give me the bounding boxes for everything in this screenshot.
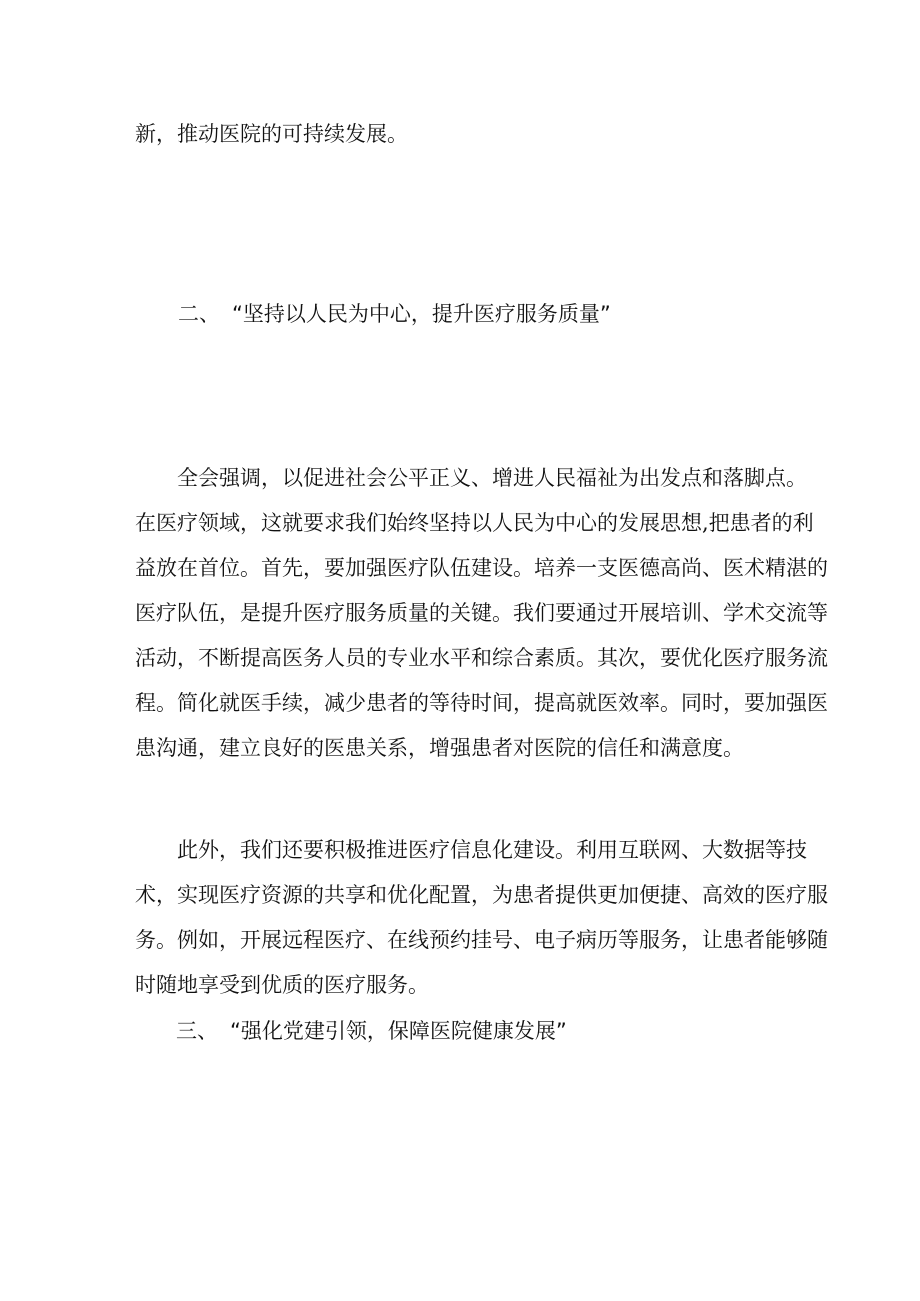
section-number: 三、	[176, 1019, 218, 1043]
paragraph-2-line: 术，实现医疗资源的共享和优化配置，为患者提供更加便捷、高效的医疗服	[135, 883, 828, 907]
paragraph-1-line: 患沟通，建立良好的医患关系，增强患者对医院的信任和满意度。	[135, 736, 744, 760]
paragraph-1-line: 程。简化就医手续，减少患者的等待时间，提高就医效率。同时，要加强医	[135, 691, 828, 715]
paragraph-2-line: 此外，我们还要积极推进医疗信息化建设。利用互联网、大数据等技	[177, 838, 807, 862]
section-number: 二、	[178, 302, 220, 326]
paragraph-1-line: 在医疗领域，这就要求我们始终坚持以人民为中心的发展思想,把患者的利	[135, 511, 814, 535]
section-title: “坚持以人民为中心，提升医疗服务质量”	[232, 302, 611, 326]
section-heading-2	[178, 299, 611, 329]
paragraph-1-line: 益放在首位。首先，要加强医疗队伍建设。培养一支医德高尚、医术精湛的	[135, 556, 828, 580]
paragraph-1-line: 医疗队伍，是提升医疗服务质量的关键。我们要通过开展培训、学术交流等	[135, 601, 828, 625]
continuation-text: 新，推动医院的可持续发展。	[135, 122, 408, 146]
section-title: “强化党建引领，保障医院健康发展”	[230, 1019, 567, 1043]
paragraph-2-line: 务。例如，开展远程医疗、在线预约挂号、电子病历等服务，让患者能够随	[135, 928, 828, 952]
paragraph-1-line: 活动，不断提高医务人员的专业水平和综合素质。其次，要优化医疗服务流	[135, 646, 828, 670]
paragraph-1-line: 全会强调，以促进社会公平正义、增进人民福祉为出发点和落脚点。	[177, 466, 807, 490]
section-heading-3	[176, 1016, 567, 1046]
paragraph-2-line: 时随地享受到优质的医疗服务。	[135, 973, 429, 997]
